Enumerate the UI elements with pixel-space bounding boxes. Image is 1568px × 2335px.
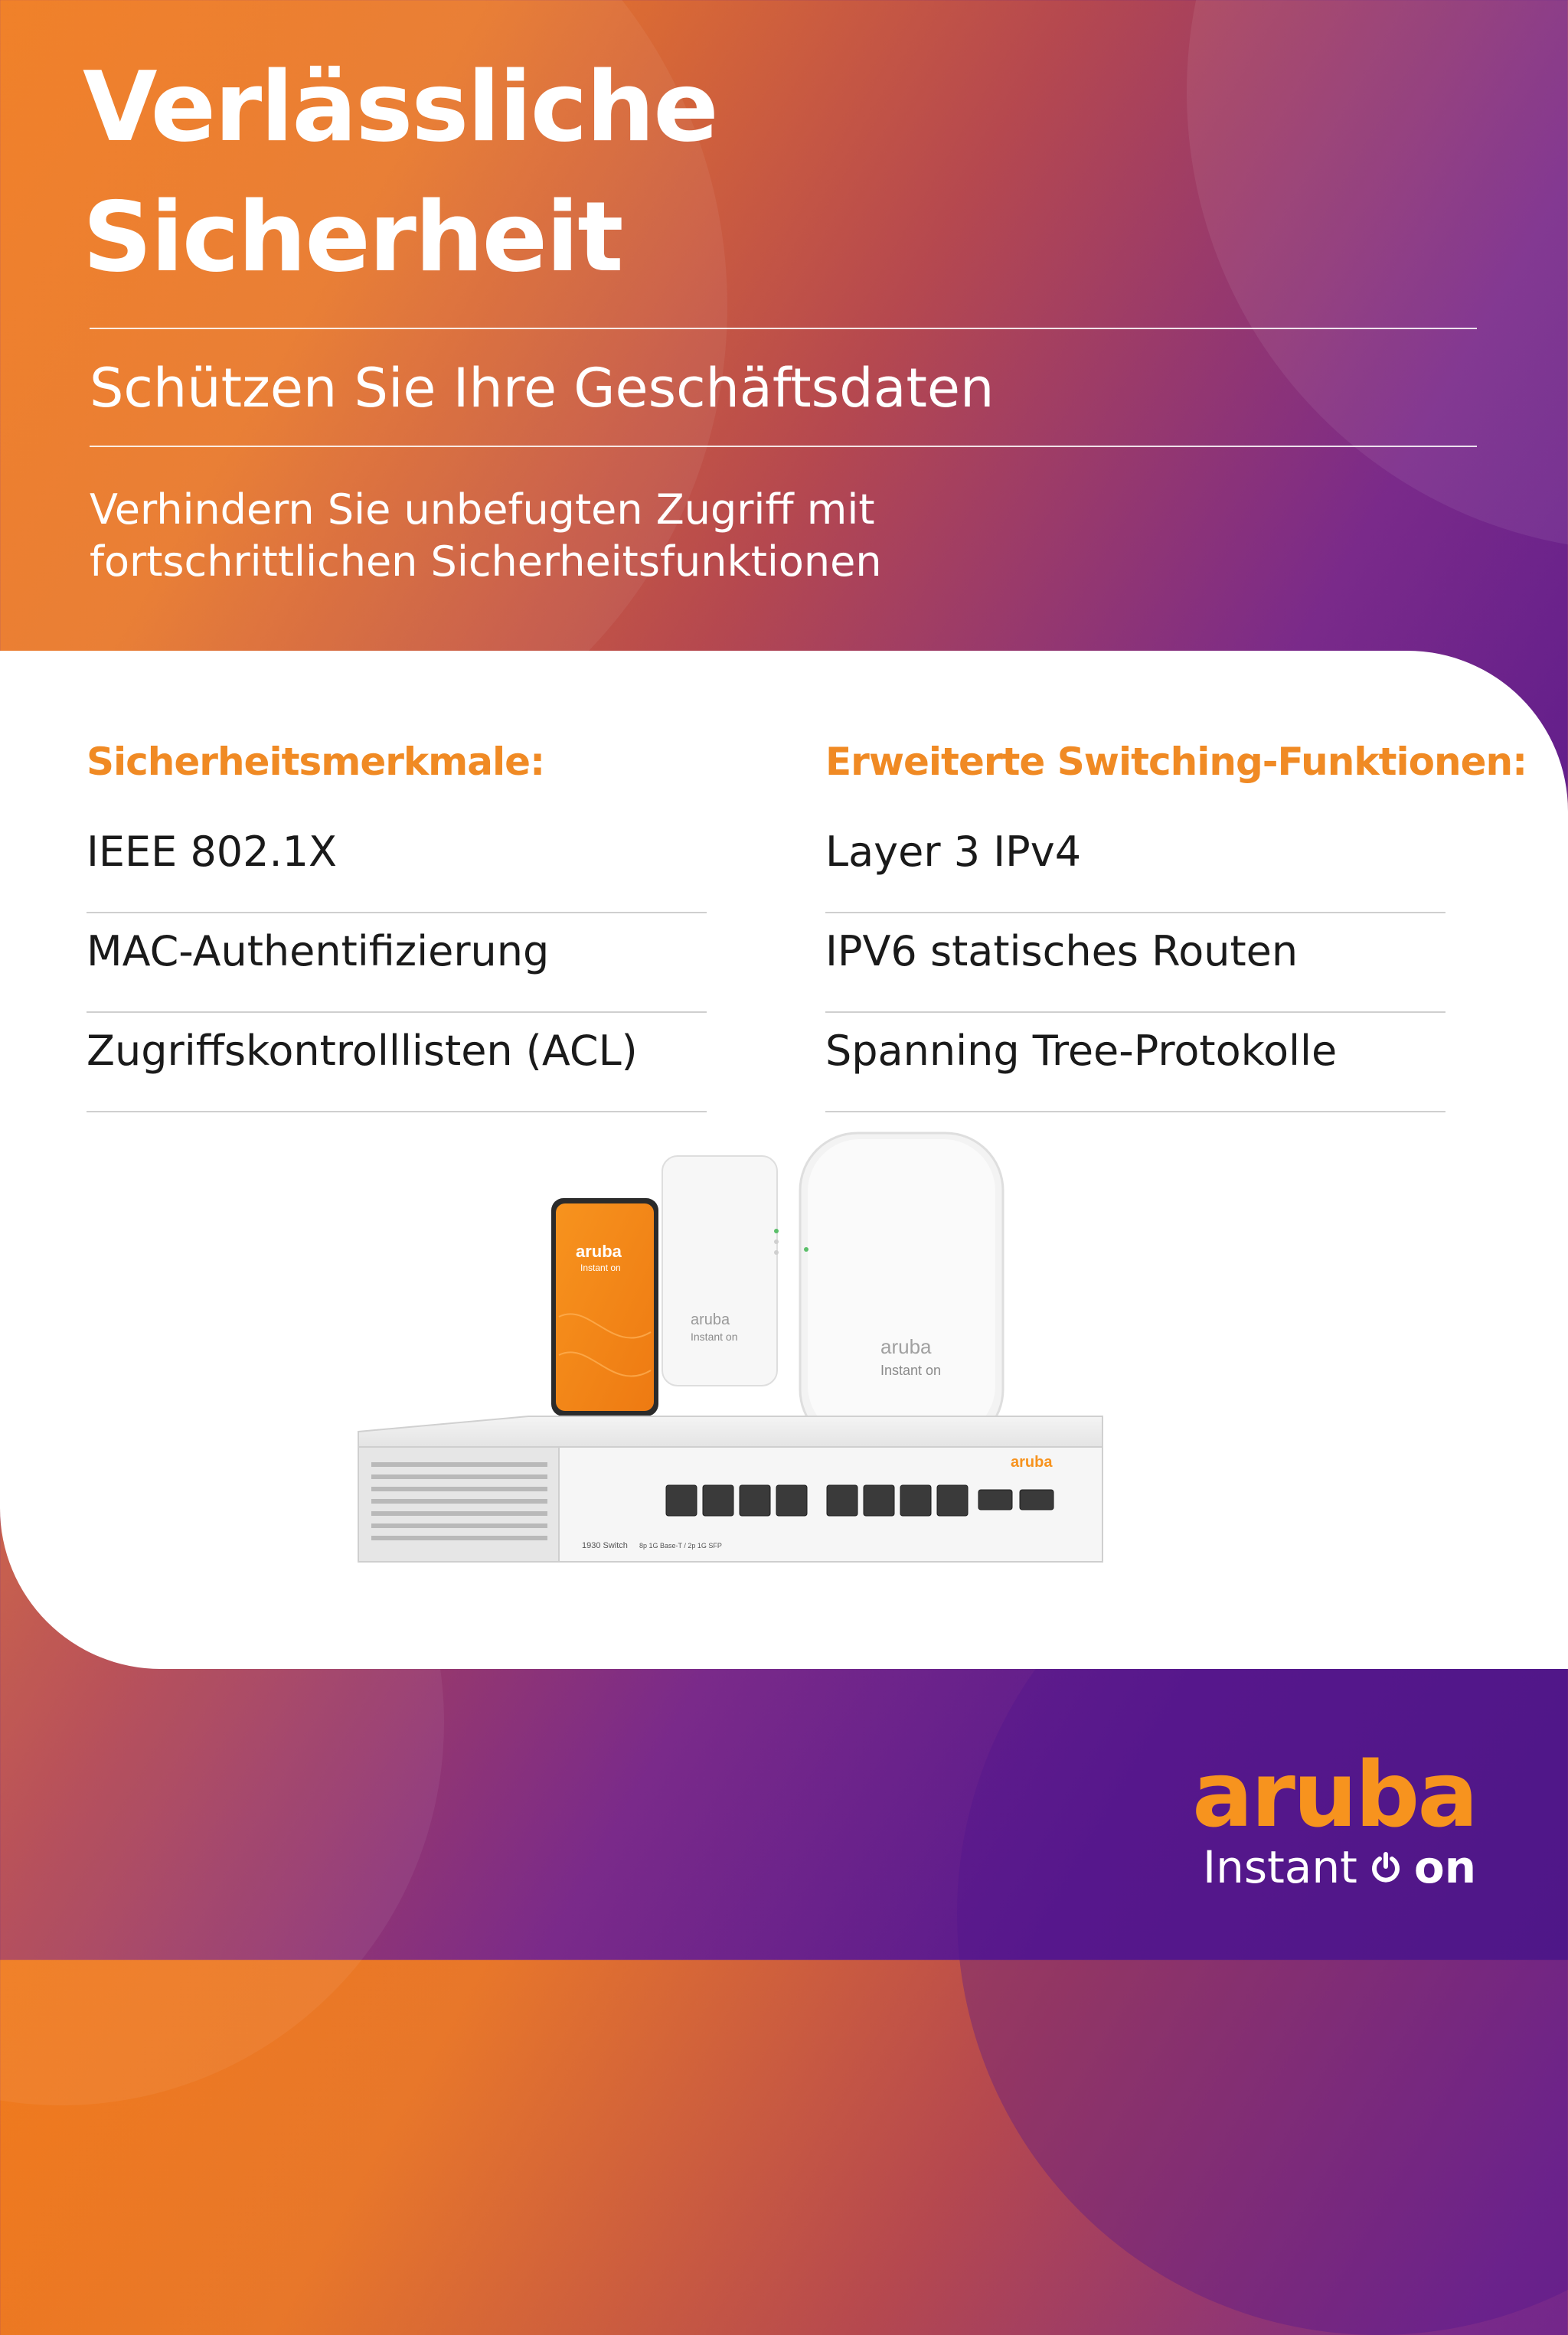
wall-ap-line-label: Instant on xyxy=(691,1331,738,1343)
ap-line-label: Instant on xyxy=(880,1363,942,1378)
security-item: MAC-Authentifizierung xyxy=(87,913,707,1013)
security-title: Sicherheitsmerkmale: xyxy=(87,740,545,784)
intro-text xyxy=(90,484,1238,588)
intro-line-1: Verhindern Sie unbefugten Zugriff mit xyxy=(90,485,875,534)
security-column xyxy=(87,739,707,1112)
switching-item: IPV6 statisches Routen xyxy=(825,913,1446,1013)
intro-line-2: fortschrittlichen Sicherheitsfunktionen xyxy=(90,537,882,586)
ceiling-access-point xyxy=(800,1133,1003,1447)
smartphone xyxy=(551,1198,658,1416)
brand-logo xyxy=(1192,1742,1476,1895)
title-line-2: Sicherheit xyxy=(83,181,622,293)
security-item: Zugriffskontrolllisten (ACL) xyxy=(87,1013,707,1112)
phone-brand-label: aruba xyxy=(576,1242,622,1261)
switching-item: Layer 3 IPv4 xyxy=(825,814,1446,913)
ap-brand-label: aruba xyxy=(880,1335,932,1358)
divider xyxy=(90,328,1477,329)
wall-ap-brand-label: aruba xyxy=(691,1311,730,1328)
switching-item: Spanning Tree-Protokolle xyxy=(825,1013,1446,1112)
switching-title: Erweiterte Switching-Funktionen: xyxy=(825,740,1527,784)
background-circle xyxy=(1187,0,1568,551)
switch-ports-label: 8p 1G Base-T / 2p 1G SFP xyxy=(639,1542,722,1550)
network-switch xyxy=(358,1416,1102,1562)
security-item: IEEE 802.1X xyxy=(87,814,707,913)
switching-column xyxy=(825,739,1527,1112)
power-icon xyxy=(1370,1851,1402,1883)
logo-wordmark: aruba xyxy=(1192,1742,1476,1847)
switch-model-label: 1930 Switch xyxy=(582,1541,628,1550)
page-title xyxy=(83,42,717,302)
logo-tagline xyxy=(1192,1840,1476,1895)
title-line-1: Verlässliche xyxy=(83,51,717,163)
logo-instant-text: Instant xyxy=(1202,1841,1357,1893)
divider xyxy=(90,446,1477,447)
switch-brand-label: aruba xyxy=(1011,1454,1053,1471)
feature-card xyxy=(0,651,1568,1669)
subtitle: Schützen Sie Ihre Geschäftsdaten xyxy=(90,357,995,420)
logo-on-text: on xyxy=(1413,1841,1476,1893)
phone-line-label: Instant on xyxy=(580,1262,621,1273)
product-image xyxy=(337,1125,1164,1600)
